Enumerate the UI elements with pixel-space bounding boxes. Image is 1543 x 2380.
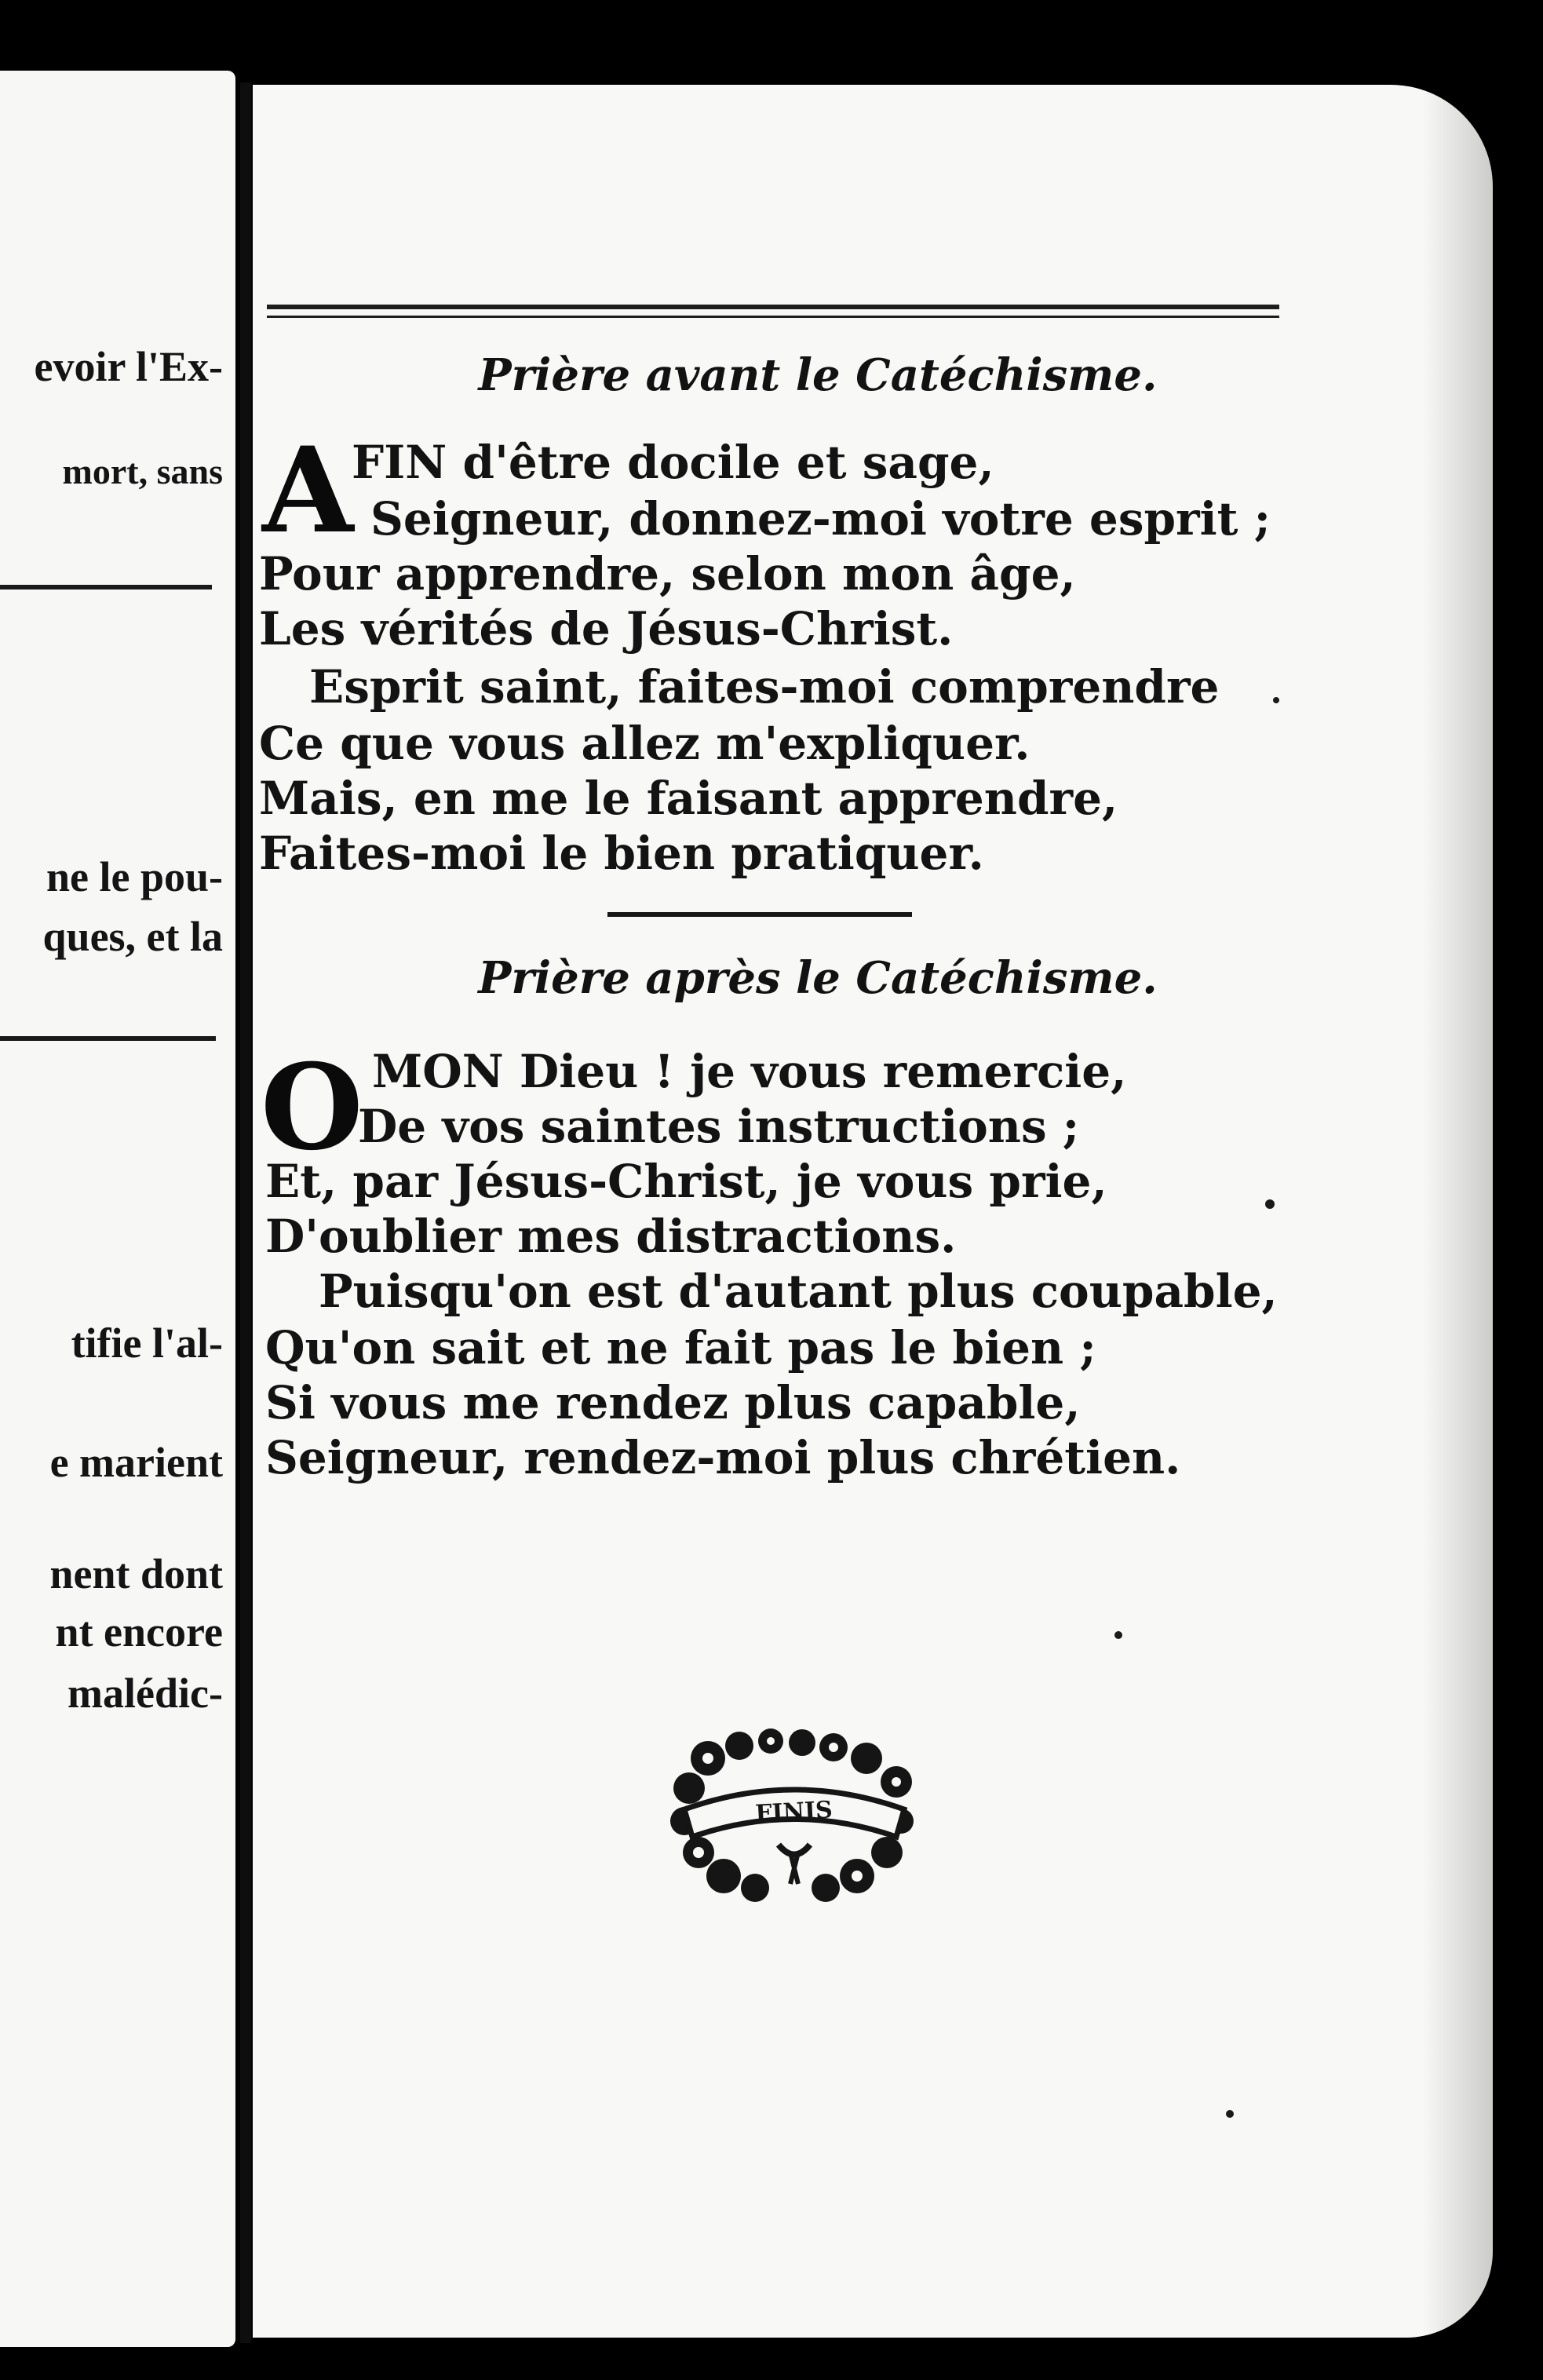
section-divider [607, 912, 912, 917]
ink-speck [1114, 1631, 1122, 1639]
verse-line: De vos saintes instructions ; [358, 1100, 1080, 1153]
drop-cap: A [262, 422, 354, 560]
page-edge-shadow [1422, 85, 1493, 2338]
fragment-text: nent dont [49, 1550, 223, 1597]
ink-speck [1226, 2110, 1234, 2118]
fragment-text: ques, et la [42, 913, 223, 960]
fragment-text: malédic- [67, 1670, 223, 1717]
verse-line: Et, par Jésus-Christ, je vous prie, [265, 1155, 1107, 1208]
verse-line: Qu'on sait et ne fait pas le bien ; [265, 1321, 1096, 1374]
prayer-after-title: Prière après le Catéchisme. [478, 952, 1158, 1004]
verse-line: D'oublier mes distractions. [265, 1210, 957, 1263]
book-gutter [240, 82, 251, 2343]
fragment-text: nt encore [55, 1608, 223, 1655]
book-page [253, 85, 1493, 2338]
finis-label: FINIS [754, 1796, 834, 1828]
drop-cap: O [261, 1039, 363, 1177]
verse-line: Si vous me rendez plus capable, [265, 1376, 1081, 1429]
section-rule [0, 1036, 216, 1041]
finis-ornament-icon [661, 1727, 928, 1907]
verse-line: Esprit saint, faites-moi comprendre [309, 660, 1220, 714]
fragment-text: ne le pou- [46, 853, 223, 900]
fragment-text: e marient [49, 1439, 223, 1486]
verse-line: MON Dieu ! je vous remercie, [372, 1045, 1127, 1098]
fragment-text: tifie l'al- [71, 1320, 223, 1367]
section-rule [0, 585, 212, 590]
fragment-text: evoir l'Ex- [34, 343, 223, 390]
verse-line: Seigneur, donnez-moi votre esprit ; [370, 492, 1271, 546]
header-rule [267, 305, 1279, 309]
verse-line: Les vérités de Jésus-Christ. [259, 602, 954, 655]
verse-line: Seigneur, rendez-moi plus chrétien. [265, 1431, 1181, 1484]
ink-speck [1273, 697, 1279, 703]
previous-page-fragment [0, 71, 235, 2347]
header-rule-thin [267, 316, 1279, 318]
verse-line: Puisqu'on est d'autant plus coupable, [319, 1265, 1278, 1318]
verse-line: Ce que vous allez m'expliquer. [259, 717, 1030, 770]
verse-line: Faites-moi le bien pratiquer. [259, 827, 984, 880]
verse-line: Pour apprendre, selon mon âge, [259, 547, 1076, 600]
fragment-text: mort, sans [62, 451, 223, 491]
prayer-before-title: Prière avant le Catéchisme. [478, 349, 1158, 401]
ink-speck [1265, 1199, 1275, 1209]
verse-line: Mais, en me le faisant apprendre, [259, 772, 1118, 825]
verse-line: FIN d'être docile et sage, [352, 436, 994, 489]
